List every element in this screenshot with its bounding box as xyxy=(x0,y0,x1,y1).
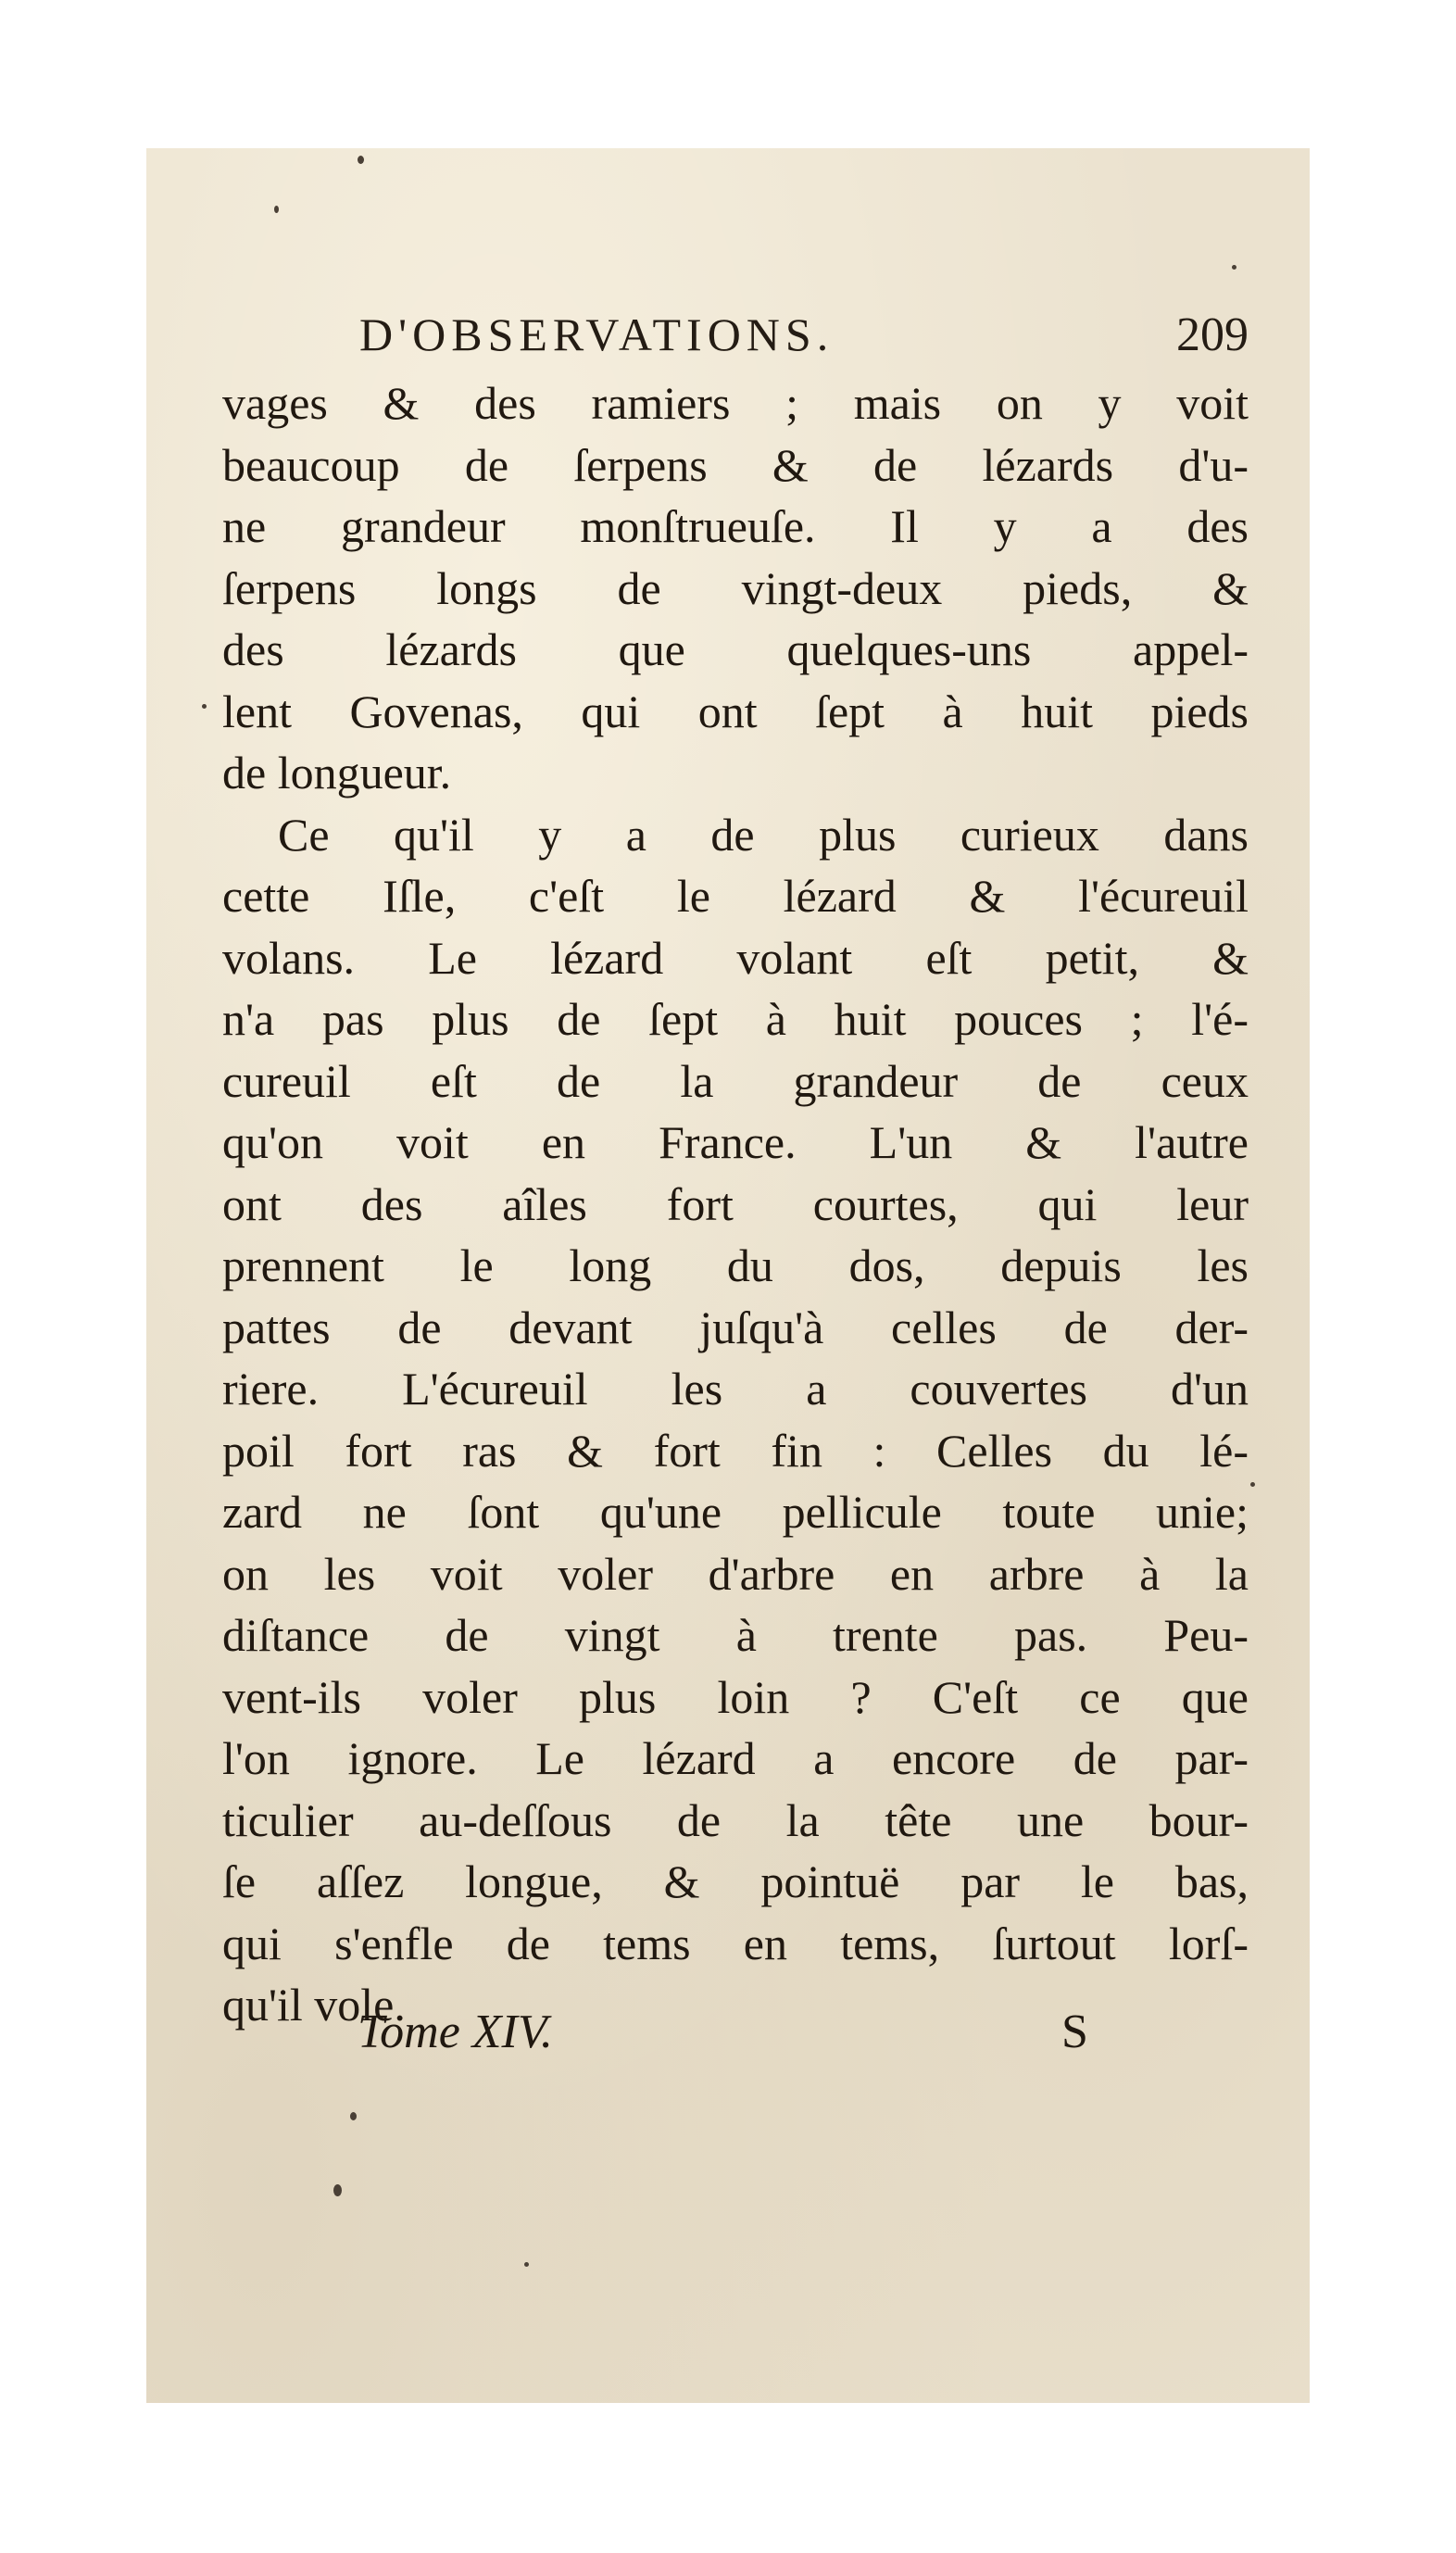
book-page xyxy=(146,148,1310,2403)
text-line: n'a pas plus de ſept à huit pouces ; l'é- xyxy=(222,993,1249,1045)
text-line: vages & des ramiers ; mais on y voit xyxy=(222,377,1249,429)
ink-speck xyxy=(358,156,364,164)
running-head-title: D'OBSERVATIONS. xyxy=(359,308,835,360)
running-head xyxy=(359,308,1249,372)
page-number: 209 xyxy=(1176,308,1249,361)
text-line: ne grandeur monſtrueuſe. Il y a des xyxy=(222,500,1249,552)
text-line: cette Iſle, c'eſt le lézard & l'écureuil xyxy=(222,870,1249,922)
body-text xyxy=(222,372,1249,2036)
text-line: des lézards que quelques-uns appel- xyxy=(222,623,1249,675)
text-line: volans. Le lézard volant eſt petit, & xyxy=(222,931,1249,984)
text-line: qu'il vole. xyxy=(222,1979,406,2031)
ink-speck xyxy=(202,704,207,709)
page-footer xyxy=(358,2005,1173,2069)
volume-label: Tome XIV. xyxy=(358,2006,553,2058)
text-line: de longueur. xyxy=(222,747,452,799)
ink-speck xyxy=(350,2112,357,2120)
text-line: cureuil eſt de la grandeur de ceux xyxy=(222,1054,1249,1107)
ink-speck xyxy=(333,2184,342,2196)
text-line: zard ne ſont qu'une pellicule toute unie; xyxy=(222,1486,1249,1538)
text-line: qu'on voit en France. L'un & l'autre xyxy=(222,1116,1249,1168)
ink-speck xyxy=(274,206,279,213)
text-line: qui s'enfle de tems en tems, ſurtout lorſ- xyxy=(222,1917,1249,1969)
text-line: diſtance de vingt à trente pas. Peu- xyxy=(222,1609,1249,1661)
text-line: Ce qu'il y a de plus curieux dans xyxy=(278,808,1249,861)
ink-speck xyxy=(1232,265,1236,270)
text-line: ticulier au-deſſous de la tête une bour- xyxy=(222,1793,1249,1846)
text-line: ſe aſſez longue, & pointuë par le bas, xyxy=(222,1855,1249,1907)
ink-speck xyxy=(1250,1482,1255,1487)
text-line: ſerpens longs de vingt-deux pieds, & xyxy=(222,561,1249,614)
text-line: vent-ils voler plus loin ? C'eſt ce que xyxy=(222,1670,1249,1723)
text-line: pattes de devant juſqu'à celles de der- xyxy=(222,1301,1249,1353)
ink-speck xyxy=(524,2262,529,2267)
signature-mark: S xyxy=(1061,2006,1088,2058)
text-line: riere. L'écureuil les a couvertes d'un xyxy=(222,1363,1249,1415)
text-line: ont des aîles fort courtes, qui leur xyxy=(222,1177,1249,1230)
text-line: prennent le long du dos, depuis les xyxy=(222,1239,1249,1291)
text-line: beaucoup de ſerpens & de lézards d'u- xyxy=(222,438,1249,491)
text-line: poil fort ras & fort fin : Celles du lé- xyxy=(222,1424,1249,1477)
text-line: l'on ignore. Le lézard a encore de par- xyxy=(222,1732,1249,1784)
text-line: on les voit voler d'arbre en arbre à la xyxy=(222,1547,1249,1600)
text-line: lent Govenas, qui ont ſept à huit pieds xyxy=(222,685,1249,737)
